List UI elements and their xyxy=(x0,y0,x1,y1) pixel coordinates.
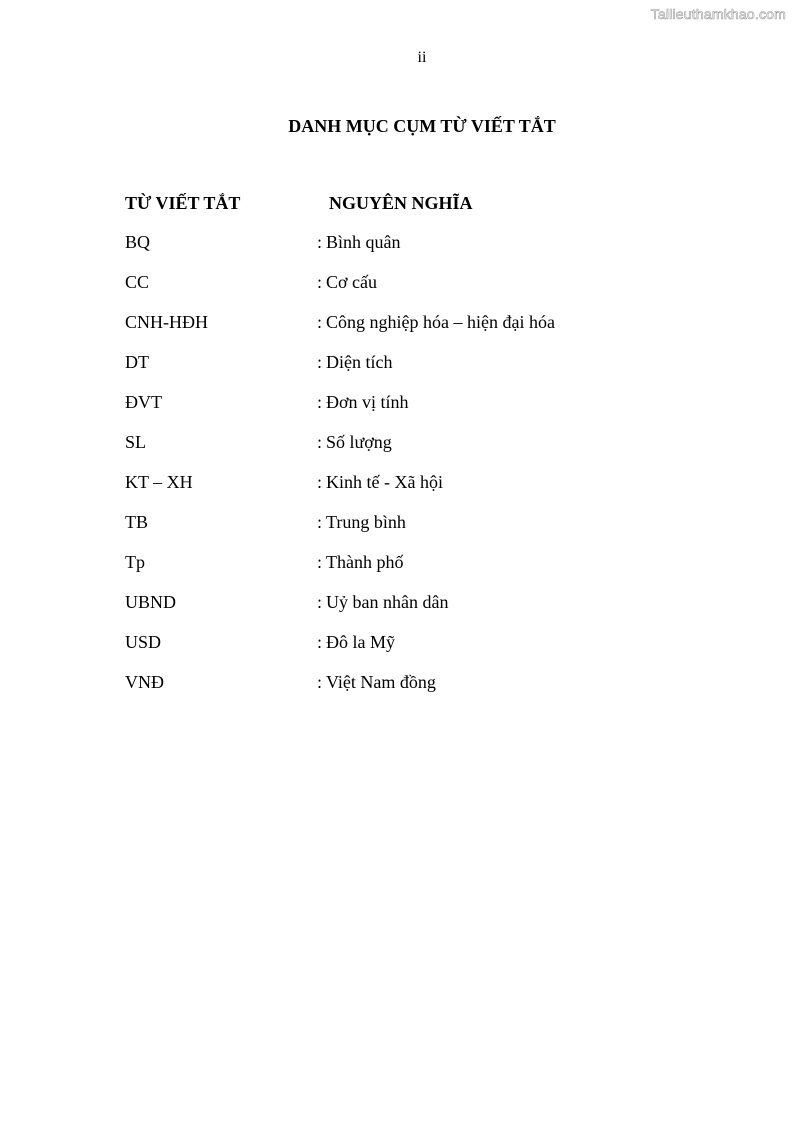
separator: : xyxy=(317,512,323,532)
meaning: Việt Nam đồng xyxy=(326,672,436,692)
separator: : xyxy=(317,592,323,612)
meaning: Số lượng xyxy=(326,432,392,452)
separator: : xyxy=(317,552,323,572)
meaning: Kinh tế - Xã hội xyxy=(326,472,443,492)
list-item xyxy=(125,310,725,350)
abbreviation: CNH-HĐH xyxy=(125,312,208,332)
list-item xyxy=(125,430,725,470)
meaning: Thành phố xyxy=(326,552,404,572)
column-header-meaning: NGUYÊN NGHĨA xyxy=(329,193,473,213)
list-item xyxy=(125,230,725,270)
abbreviation: UBND xyxy=(125,592,177,612)
separator: : xyxy=(317,352,323,372)
meaning: Đơn vị tính xyxy=(326,392,409,412)
page-title: DANH MỤC CỤM TỪ VIẾT TẮT xyxy=(288,116,556,136)
separator: : xyxy=(317,232,323,252)
abbreviation: BQ xyxy=(125,232,151,252)
meaning: Uỷ ban nhân dân xyxy=(326,592,449,612)
list-item xyxy=(125,390,725,430)
meaning: Diện tích xyxy=(326,352,393,372)
abbreviation: SL xyxy=(125,432,147,452)
list-item xyxy=(125,550,725,590)
meaning: Công nghiệp hóa – hiện đại hóa xyxy=(326,312,555,332)
meaning: Cơ cấu xyxy=(326,272,378,292)
meaning: Đô la Mỹ xyxy=(326,632,396,652)
abbreviation: ĐVT xyxy=(125,392,162,412)
list-item xyxy=(125,270,725,310)
separator: : xyxy=(317,472,323,492)
list-item xyxy=(125,350,725,390)
list-item xyxy=(125,510,725,550)
abbreviation: Tp xyxy=(125,552,145,572)
separator: : xyxy=(317,312,323,332)
abbreviation: CC xyxy=(125,272,150,292)
meaning: Bình quân xyxy=(326,232,401,252)
abbreviation: KT – XH xyxy=(125,472,193,492)
separator: : xyxy=(317,632,323,652)
separator: : xyxy=(317,672,323,692)
watermark: Tailieuthamkhao.com xyxy=(650,6,786,22)
abbreviation: TB xyxy=(125,512,149,532)
abbreviation: USD xyxy=(125,632,162,652)
list-item xyxy=(125,630,725,670)
list-item xyxy=(125,670,725,710)
column-header-abbreviation: TỪ VIẾT TẮT xyxy=(125,193,241,213)
abbreviation-list xyxy=(125,230,725,710)
meaning: Trung bình xyxy=(326,512,406,532)
separator: : xyxy=(317,272,323,292)
list-item xyxy=(125,470,725,510)
abbreviation: VNĐ xyxy=(125,672,164,692)
page-number: ii xyxy=(417,49,427,66)
list-item xyxy=(125,590,725,630)
abbreviation: DT xyxy=(125,352,149,372)
separator: : xyxy=(317,392,323,412)
separator: : xyxy=(317,432,323,452)
